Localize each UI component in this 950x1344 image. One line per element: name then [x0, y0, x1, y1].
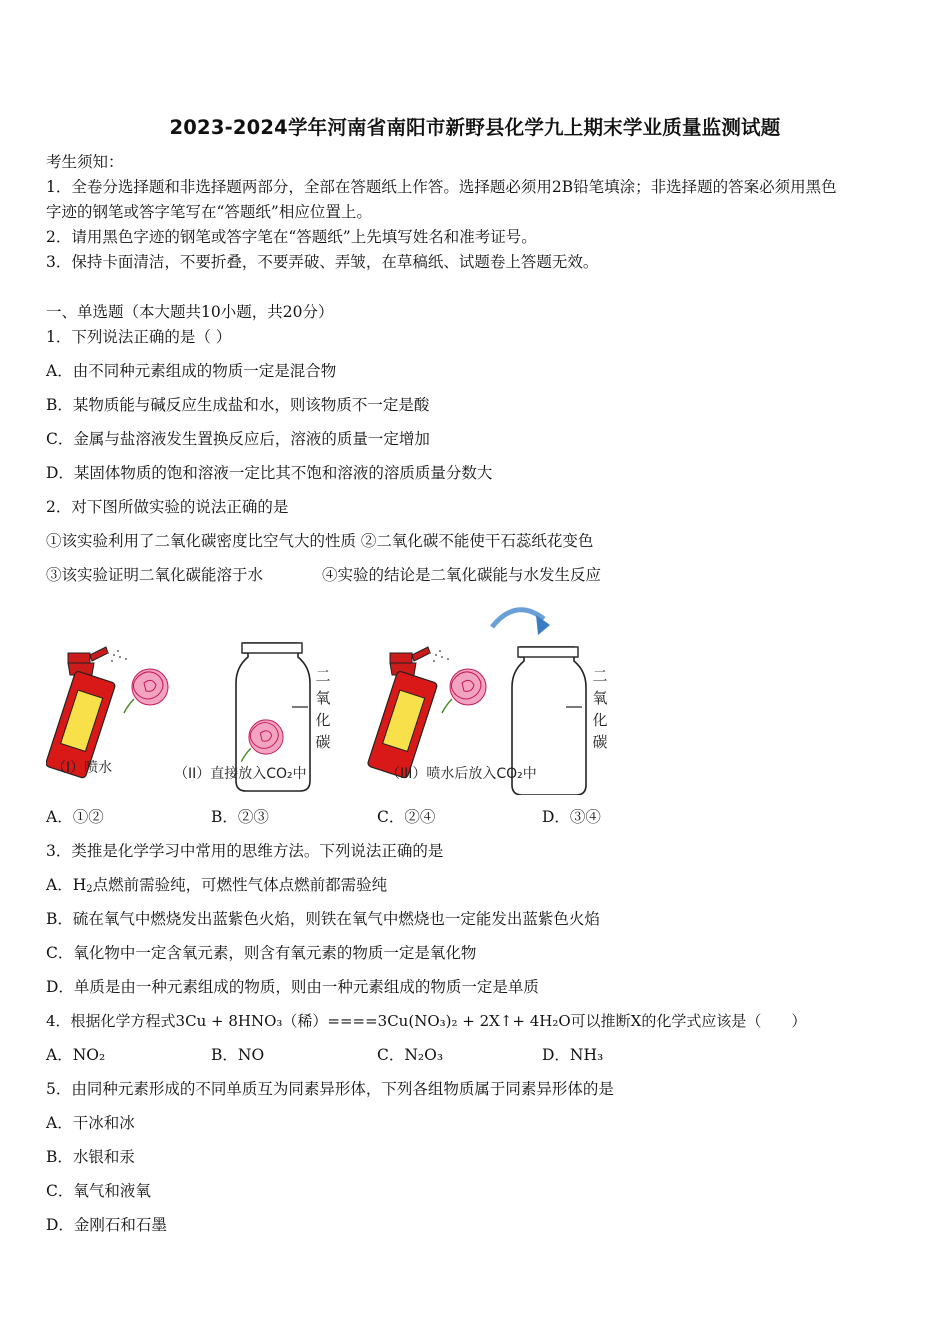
curved-arrow-icon	[492, 610, 550, 635]
q4-option-a: A．NO₂	[46, 1046, 106, 1064]
q2-statement-3: ③该实验证明二氧化碳能溶于水	[46, 566, 264, 584]
q4-option-d: D．NH₃	[542, 1046, 604, 1064]
experiment-drawing	[46, 595, 646, 795]
q2-option-b: B．②③	[211, 808, 269, 826]
q4-option-c: C．N₂O₃	[377, 1046, 444, 1064]
q1-option-c: C．金属与盐溶液发生置换反应后，溶液的质量一定增加	[46, 430, 430, 448]
q2-option-c: C．②④	[377, 808, 436, 826]
q1-option-b: B．某物质能与碱反应生成盐和水，则该物质不一定是酸	[46, 396, 430, 414]
q5-option-c: C．氧气和液氧	[46, 1182, 151, 1200]
q2-stem: 2．对下图所做实验的说法正确的是	[46, 498, 289, 516]
jar-label-2: 二 氧 化 碳	[592, 667, 608, 751]
notice-item-1: 1．全卷分选择题和非选择题两部分，全部在答题纸上作答。选择题必须用2B铅笔填涂；非选择题的答案必须用黑色	[46, 178, 837, 196]
flower-icon	[442, 669, 486, 713]
q5-option-b: B．水银和汞	[46, 1148, 135, 1166]
q1-stem: 1．下列说法正确的是（ ）	[46, 328, 232, 346]
caption-panel-1: （I）喷水	[52, 760, 113, 776]
notice-item-1-cont: 字迹的钢笔或答字笔写在“答题纸”相应位置上。	[46, 203, 372, 221]
q2-option-d: D．③④	[542, 808, 601, 826]
q1-option-d: D．某固体物质的饱和溶液一定比其不饱和溶液的溶质质量分数大	[46, 464, 493, 482]
notice-item-3: 3．保持卡面清洁，不要折叠，不要弄破、弄皱，在草稿纸、试题卷上答题无效。	[46, 253, 599, 271]
q5-option-d: D．金刚石和石墨	[46, 1216, 167, 1234]
q2-option-a: A．①②	[46, 808, 104, 826]
experiment-figure	[46, 595, 646, 795]
exam-title: 2023-2024学年河南省南阳市新野县化学九上期末学业质量监测试题	[169, 116, 781, 139]
caption-panel-3: （III）喷水后放入CO₂中	[386, 766, 537, 782]
q5-option-a: A．干冰和冰	[46, 1114, 135, 1132]
q3-stem: 3．类推是化学学习中常用的思维方法。下列说法正确的是	[46, 842, 444, 860]
q3-option-c: C．氧化物中一定含氧元素，则含有氧元素的物质一定是氧化物	[46, 944, 477, 962]
q3-option-d: D．单质是由一种元素组成的物质，则由一种元素组成的物质一定是单质	[46, 978, 539, 996]
q4-stem: 4．根据化学方程式3Cu + 8HNO₃（稀）====3Cu(NO₃)₂ + 2X↑+ 4H₂O可以推断X的化学式应该是（ ）	[46, 1012, 807, 1030]
q3-option-b: B．硫在氧气中燃烧发出蓝紫色火焰，则铁在氧气中燃烧也一定能发出蓝紫色火焰	[46, 910, 600, 928]
spray-mist	[107, 650, 127, 662]
q4-option-b: B．NO	[211, 1046, 265, 1064]
jar-label-1: 二 氧 化 碳	[315, 667, 331, 751]
section-heading: 一、单选题（本大题共10小题，共20分）	[46, 303, 334, 321]
flower-icon	[124, 669, 168, 713]
q5-stem: 5．由同种元素形成的不同单质互为同素异形体，下列各组物质属于同素异形体的是	[46, 1080, 614, 1098]
q1-option-a: A．由不同种元素组成的物质一定是混合物	[46, 362, 337, 380]
notice-item-2: 2．请用黑色字迹的钢笔或答字笔在“答题纸”上先填写姓名和准考证号。	[46, 228, 537, 246]
q2-statement-4: ④实验的结论是二氧化碳能与水发生反应	[322, 566, 602, 584]
caption-panel-2: （II）直接放入CO₂中	[174, 766, 307, 782]
q3-option-a: A．$H_2$点燃前需验纯，可燃性气体点燃前都需验纯	[46, 876, 388, 895]
spray-mist	[429, 650, 449, 662]
sprayer-icon	[367, 647, 438, 779]
notice-heading: 考生须知：	[46, 153, 124, 171]
q2-statements-1-2: ①该实验利用了二氧化碳密度比空气大的性质 ②二氧化碳不能使干石蕊纸花变色	[46, 532, 594, 550]
